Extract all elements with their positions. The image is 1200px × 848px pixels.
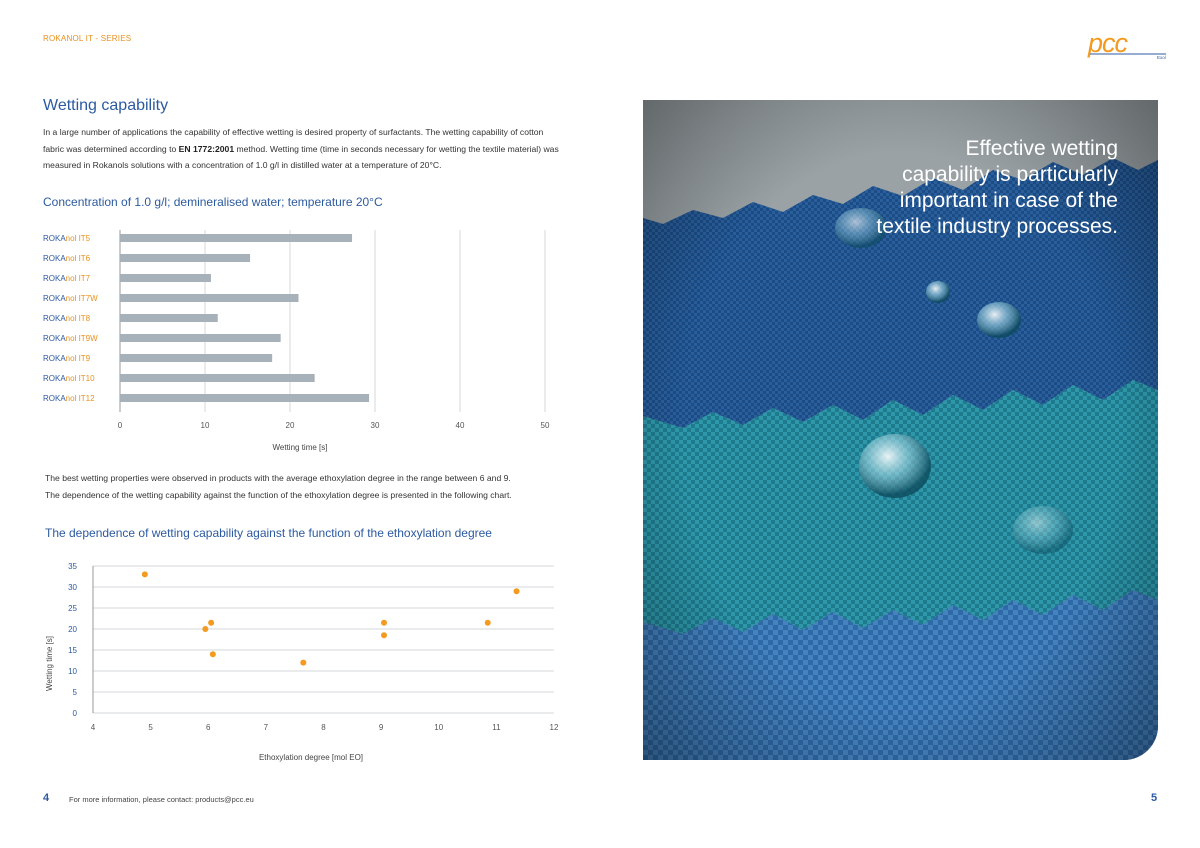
page-number-right: 5: [1151, 792, 1158, 804]
bar-chart: [0, 0, 600, 460]
scatter-x-tick-label: 6: [206, 723, 211, 732]
scatter-y-tick-label: 35: [68, 562, 77, 571]
bar: [120, 394, 369, 402]
scatter-x-tick-label: 8: [321, 723, 326, 732]
bar: [120, 374, 315, 382]
bar-category-label: ROKAnol IT8: [43, 314, 91, 323]
scatter-y-tick-label: 15: [68, 646, 77, 655]
scatter-y-tick-label: 5: [72, 688, 77, 697]
scatter-y-tick-label: 30: [68, 583, 77, 592]
photo-quote: [818, 136, 1118, 240]
bar-x-tick-label: 30: [370, 421, 380, 430]
footer-contact: For more information, please contact: products@pcc.eu: [69, 795, 254, 804]
bar-x-tick-label: 50: [540, 421, 550, 430]
scatter-point: [300, 660, 306, 666]
bar-chart-title: Concentration of 1.0 g/l; demineralised water; temperature 20°C: [43, 195, 383, 209]
bar-x-tick-label: 10: [200, 421, 210, 430]
scatter-y-tick-label: 20: [68, 625, 77, 634]
mid-line-2: The dependence of the wetting capability against the function of the ethoxylation degree is presented in the following chart.: [45, 489, 512, 500]
bar-x-tick-label: 20: [285, 421, 295, 430]
scatter-point: [202, 626, 208, 632]
bar-category-label: ROKAnol IT5: [43, 234, 91, 243]
page-number-left: 4: [43, 792, 50, 804]
bar-x-axis-label: Wetting time [s]: [272, 443, 328, 452]
scatter-y-tick-label: 0: [72, 709, 77, 718]
scatter-point: [208, 620, 214, 626]
scatter-y-tick-label: 10: [68, 667, 77, 676]
logo-text: pcc: [1088, 30, 1128, 58]
logo-subtext: Exol: [1157, 55, 1166, 60]
textile-photo: [643, 100, 1158, 760]
bar-x-tick-label: 40: [455, 421, 465, 430]
scatter-x-tick-label: 11: [492, 723, 501, 732]
bar: [120, 314, 218, 322]
series-tag: ROKANOL IT - SERIES: [43, 34, 132, 43]
bar: [120, 274, 211, 282]
scatter-x-tick-label: 9: [378, 723, 384, 732]
quote-line-4: textile industry processes.: [876, 215, 1118, 238]
scatter-x-axis-label: Ethoxylation degree [mol EO]: [258, 753, 364, 762]
intro-part2: method. Wetting time (time in seconds necessary for wetting the textile material) was measured in Rokanols solutions with a concentration of 1.0 g/l in distilled water at a temperature of 20°C.: [43, 143, 559, 170]
bar: [120, 334, 281, 342]
mid-line-1: The best wetting properties were observed in products with the average ethoxylation degree in the range between 6 and 9.: [45, 473, 511, 483]
bar-category-label: ROKAnol IT9W: [43, 334, 98, 343]
scatter-point: [514, 588, 520, 594]
mid-paragraph: [45, 470, 575, 503]
scatter-point: [381, 620, 387, 626]
scatter-chart-title: The dependence of wetting capability against the function of the ethoxylation degree: [45, 526, 492, 540]
bar-category-label: ROKAnol IT7: [43, 274, 91, 283]
scatter-point: [485, 620, 491, 626]
scatter-y-tick-label: 25: [68, 604, 77, 613]
bar-category-label: ROKAnol IT12: [43, 394, 95, 403]
scatter-chart: [0, 540, 600, 770]
scatter-x-tick-label: 10: [434, 723, 444, 732]
scatter-x-tick-label: 4: [90, 723, 96, 732]
intro-standard: EN 1772:2001: [178, 143, 235, 154]
bar-x-tick-label: 0: [117, 421, 123, 430]
bar-category-label: ROKAnol IT7W: [43, 294, 98, 303]
section-title: Wetting capability: [43, 97, 169, 114]
quote-line-3: important in case of the: [899, 189, 1118, 212]
quote-line-2: capability is particularly: [902, 163, 1118, 186]
bar: [120, 254, 250, 262]
scatter-x-tick-label: 12: [549, 723, 559, 732]
scatter-point: [381, 632, 387, 638]
bar: [120, 234, 352, 242]
scatter-point: [210, 651, 216, 657]
pcc-logo: [1086, 30, 1168, 60]
bar-category-label: ROKAnol IT10: [43, 374, 95, 383]
quote-line-1: Effective wetting: [965, 137, 1118, 160]
bar: [120, 354, 272, 362]
bar-category-label: ROKAnol IT9: [43, 354, 91, 363]
bar-category-label: ROKAnol IT6: [43, 254, 91, 263]
scatter-x-tick-label: 5: [148, 723, 153, 732]
scatter-point: [142, 571, 148, 577]
scatter-y-axis-label: Wetting time [s]: [45, 636, 54, 691]
bar: [120, 294, 299, 302]
intro-part1: In a large number of applications the capability of effective wetting is desired property of surfactants. The wetting capability of cotton fabric was determined according to: [43, 127, 544, 154]
scatter-x-tick-label: 7: [263, 723, 269, 732]
